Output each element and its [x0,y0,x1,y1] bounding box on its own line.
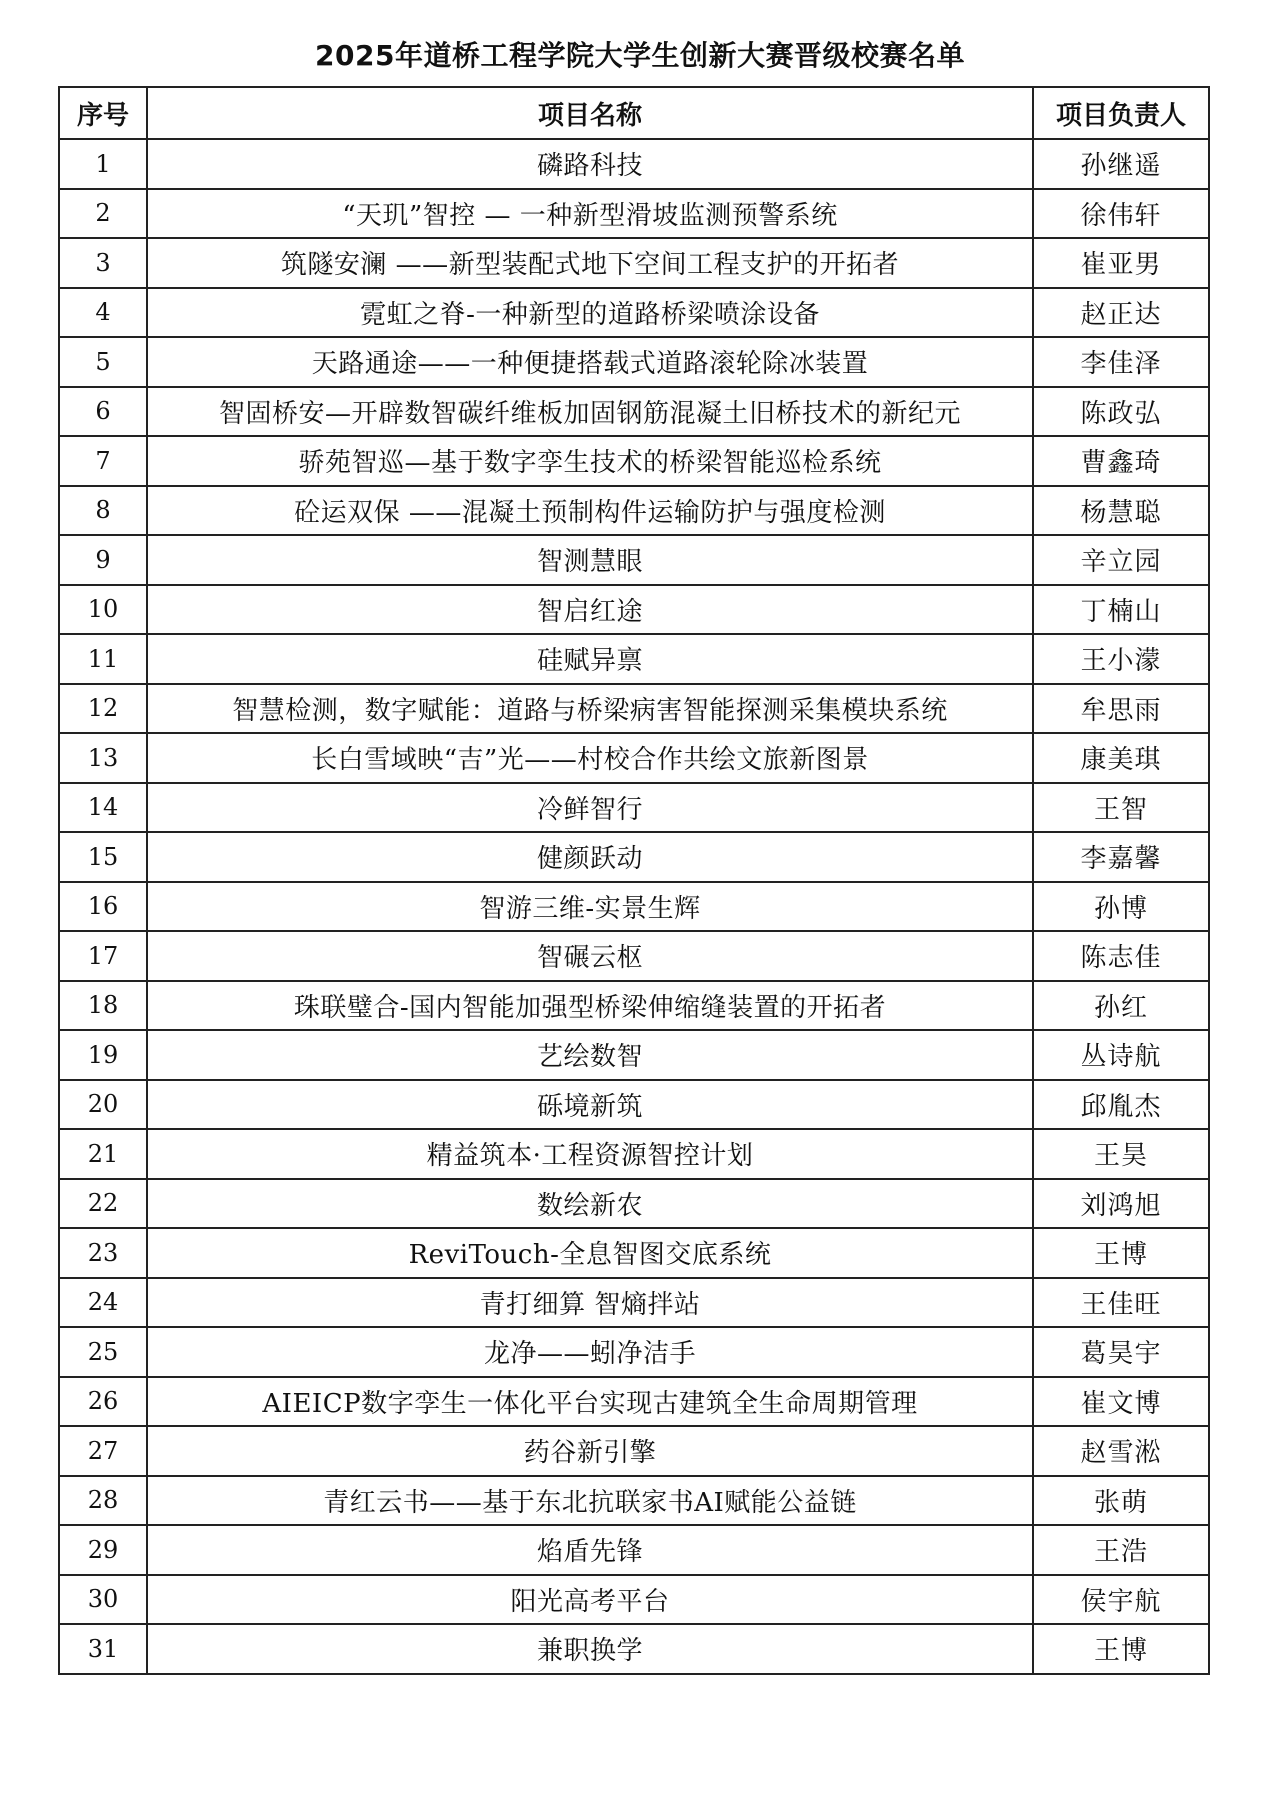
row-number: 10 [59,585,147,635]
project-name: 阳光高考平台 [147,1575,1033,1625]
row-number: 24 [59,1278,147,1328]
project-leader: 王博 [1033,1228,1209,1278]
project-leader: 徐伟轩 [1033,189,1209,239]
table-row [59,634,1209,684]
project-leader: 李嘉馨 [1033,832,1209,882]
row-number: 5 [59,337,147,387]
row-number: 2 [59,189,147,239]
project-leader: 刘鸿旭 [1033,1179,1209,1229]
table-row [59,1426,1209,1476]
column-header-name: 项目名称 [147,87,1033,139]
row-number: 22 [59,1179,147,1229]
row-number: 26 [59,1377,147,1427]
table-row [59,535,1209,585]
project-name: 砼运双保 ——混凝土预制构件运输防护与强度检测 [147,486,1033,536]
row-number: 18 [59,981,147,1031]
project-leader: 张萌 [1033,1476,1209,1526]
project-name: 健颜跃动 [147,832,1033,882]
row-number: 8 [59,486,147,536]
project-leader: 赵雪淞 [1033,1426,1209,1476]
project-name: 精益筑本·工程资源智控计划 [147,1129,1033,1179]
document-title: 2025年道桥工程学院大学生创新大赛晋级校赛名单 [315,39,965,72]
row-number: 21 [59,1129,147,1179]
table-row [59,1575,1209,1625]
project-leader: 杨慧聪 [1033,486,1209,536]
row-number: 3 [59,238,147,288]
row-number: 1 [59,139,147,189]
project-leader: 邱胤杰 [1033,1080,1209,1130]
table-row [59,337,1209,387]
row-number: 16 [59,882,147,932]
project-name: 智测慧眼 [147,535,1033,585]
project-name: 药谷新引擎 [147,1426,1033,1476]
project-name: 冷鲜智行 [147,783,1033,833]
table-row [59,1476,1209,1526]
table-header-row [59,87,1209,139]
project-name: 智固桥安—开辟数智碳纤维板加固钢筋混凝土旧桥技术的新纪元 [147,387,1033,437]
table-row [59,1525,1209,1575]
table-row [59,1030,1209,1080]
table-row [59,139,1209,189]
project-name: 骄苑智巡—基于数字孪生技术的桥梁智能巡检系统 [147,436,1033,486]
project-name: 兼职换学 [147,1624,1033,1674]
project-name: 龙净——蚓净洁手 [147,1327,1033,1377]
table-row [59,1179,1209,1229]
table-body [59,139,1209,1674]
table-row [59,882,1209,932]
row-number: 19 [59,1030,147,1080]
project-name: 珠联璧合-国内智能加强型桥梁伸缩缝装置的开拓者 [147,981,1033,1031]
project-name: 智碾云枢 [147,931,1033,981]
project-leader: 丁楠山 [1033,585,1209,635]
project-leader: 陈志佳 [1033,931,1209,981]
row-number: 15 [59,832,147,882]
table-row [59,1327,1209,1377]
project-name: 硅赋异禀 [147,634,1033,684]
row-number: 30 [59,1575,147,1625]
table-row [59,238,1209,288]
project-name: 砾境新筑 [147,1080,1033,1130]
table-row [59,1228,1209,1278]
project-leader: 王浩 [1033,1525,1209,1575]
project-leader: 陈政弘 [1033,387,1209,437]
row-number: 23 [59,1228,147,1278]
project-leader: 王昊 [1033,1129,1209,1179]
project-leader: 李佳泽 [1033,337,1209,387]
table-row [59,684,1209,734]
project-roster-table [58,86,1210,1675]
project-name: ReviTouch-全息智图交底系统 [147,1228,1033,1278]
project-leader: 王智 [1033,783,1209,833]
table-row [59,1129,1209,1179]
column-header-no: 序号 [59,87,147,139]
project-leader: 王小濛 [1033,634,1209,684]
project-name: 筑隧安澜 ——新型装配式地下空间工程支护的开拓者 [147,238,1033,288]
project-leader: 葛昊宇 [1033,1327,1209,1377]
project-name: 焰盾先锋 [147,1525,1033,1575]
row-number: 6 [59,387,147,437]
row-number: 17 [59,931,147,981]
table-row [59,486,1209,536]
row-number: 31 [59,1624,147,1674]
project-name: 霓虹之脊-一种新型的道路桥梁喷涂设备 [147,288,1033,338]
project-name: 智游三维-实景生辉 [147,882,1033,932]
project-name: 青打细算 智熵拌站 [147,1278,1033,1328]
table-row [59,288,1209,338]
row-number: 12 [59,684,147,734]
project-leader: 辛立园 [1033,535,1209,585]
project-leader: 崔文博 [1033,1377,1209,1427]
project-leader: 崔亚男 [1033,238,1209,288]
project-leader: 赵正达 [1033,288,1209,338]
table-row [59,1080,1209,1130]
table-row [59,585,1209,635]
project-leader: 康美琪 [1033,733,1209,783]
project-leader: 孙红 [1033,981,1209,1031]
row-number: 11 [59,634,147,684]
project-name: “天玑”智控 — 一种新型滑坡监测预警系统 [147,189,1033,239]
table-row [59,981,1209,1031]
table-row [59,387,1209,437]
project-leader: 王博 [1033,1624,1209,1674]
project-leader: 侯宇航 [1033,1575,1209,1625]
row-number: 20 [59,1080,147,1130]
table-row [59,783,1209,833]
project-name: AIEICP数字孪生一体化平台实现古建筑全生命周期管理 [147,1377,1033,1427]
row-number: 4 [59,288,147,338]
table-row [59,733,1209,783]
row-number: 14 [59,783,147,833]
project-name: 智慧检测，数字赋能：道路与桥梁病害智能探测采集模块系统 [147,684,1033,734]
project-leader: 曹鑫琦 [1033,436,1209,486]
project-name: 天路通途——一种便捷搭载式道路滚轮除冰装置 [147,337,1033,387]
project-name: 长白雪域映“吉”光——村校合作共绘文旅新图景 [147,733,1033,783]
table-row [59,931,1209,981]
row-number: 13 [59,733,147,783]
project-name: 数绘新农 [147,1179,1033,1229]
project-name: 智启红途 [147,585,1033,635]
project-leader: 王佳旺 [1033,1278,1209,1328]
table-row [59,832,1209,882]
project-name: 青红云书——基于东北抗联家书AI赋能公益链 [147,1476,1033,1526]
project-leader: 牟思雨 [1033,684,1209,734]
row-number: 9 [59,535,147,585]
row-number: 29 [59,1525,147,1575]
row-number: 7 [59,436,147,486]
project-name: 艺绘数智 [147,1030,1033,1080]
table-row [59,1624,1209,1674]
column-header-lead: 项目负责人 [1033,87,1209,139]
table-row [59,436,1209,486]
row-number: 25 [59,1327,147,1377]
project-leader: 丛诗航 [1033,1030,1209,1080]
row-number: 27 [59,1426,147,1476]
table-row [59,189,1209,239]
project-leader: 孙继遥 [1033,139,1209,189]
table-row [59,1278,1209,1328]
table-row [59,1377,1209,1427]
project-name: 磷路科技 [147,139,1033,189]
row-number: 28 [59,1476,147,1526]
project-leader: 孙博 [1033,882,1209,932]
